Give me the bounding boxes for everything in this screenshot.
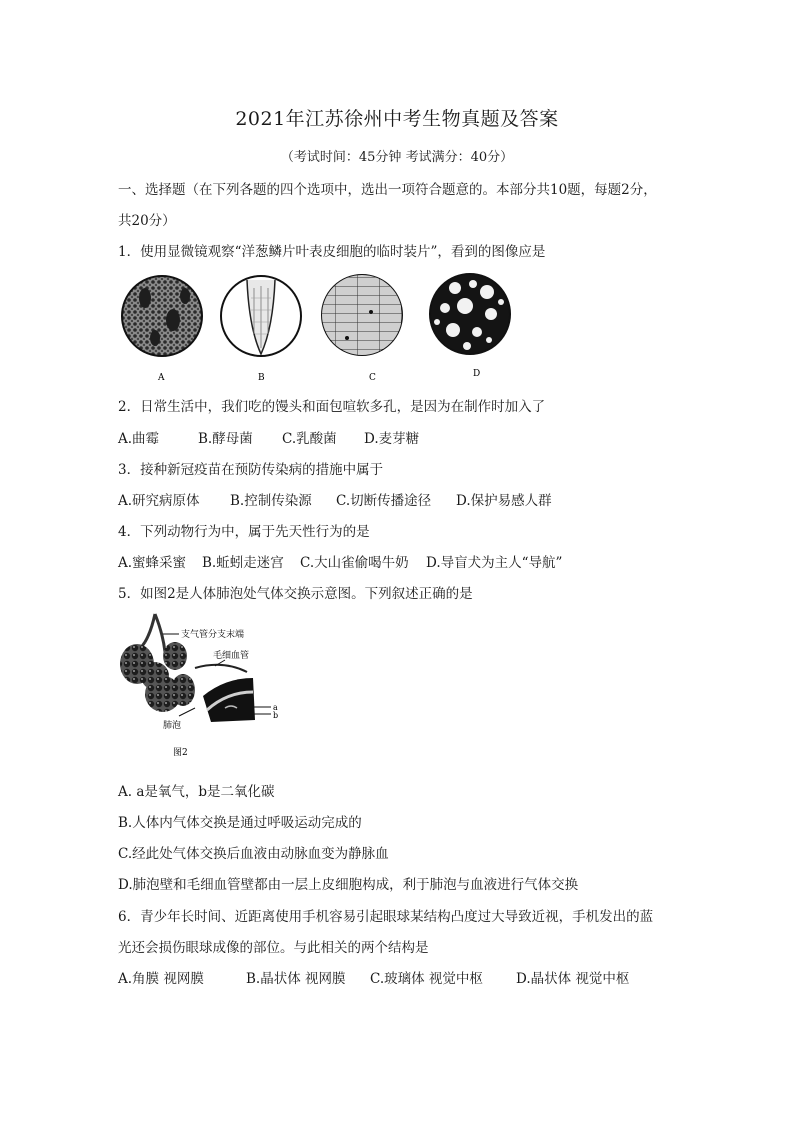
micrograph-a [122,276,202,356]
q2-option-b: B.酵母菌 [198,431,253,447]
label-c: C [369,373,376,383]
label-d: D [473,369,481,379]
question-1-figure [115,268,525,384]
q4-option-d: D.导盲犬为主人“导航” [426,555,563,571]
q2-option-d: D.麦芽糖 [364,431,420,447]
section-heading-cont: 共20分） [118,213,176,229]
label-b: b [273,711,279,720]
alveolus-figure [115,612,290,762]
question-6-options [118,967,629,987]
question-6-stem-cont: 光还会损伤眼球成像的部位。与此相关的两个结构是 [118,940,429,956]
micrograph-d [430,274,510,354]
micrograph-c [315,268,415,368]
label-a: A [158,373,165,383]
exam-info: （考试时间：45分钟 考试满分：40分） [280,150,514,165]
label-b: B [258,373,265,383]
q3-option-b: B.控制传染源 [230,493,312,509]
page-title: 2021年江苏徐州中考生物真题及答案 [235,108,559,130]
question-2-stem: 2．日常生活中，我们吃的馒头和面包喧软多孔，是因为在制作时加入了 [118,399,546,415]
q3-option-d: D.保护易感人群 [456,493,552,509]
q5-option-c: C.经此处气体交换后血液由动脉血变为静脉血 [118,846,389,862]
label-capillary: 毛细血管 [213,651,250,661]
question-2-options [118,427,419,447]
section-heading: 一、选择题（在下列各题的四个选项中，选出一项符合题意的。本部分共10题，每题2分， [118,182,657,198]
label-alveolus: 肺泡 [163,721,182,731]
question-6-stem: 6．青少年长时间、近距离使用手机容易引起眼球某结构凸度过大导致近视，手机发出的蓝 [118,909,654,925]
q4-option-a: A.蜜蜂采蜜 [118,555,187,571]
q6-option-b: B.晶状体 视网膜 [246,971,346,987]
q2-option-a: A.曲霉 [118,431,160,447]
label-bronchiole: 支气管分支末端 [181,630,245,640]
question-5-stem: 5．如图2是人体肺泡处气体交换示意图。下列叙述正确的是 [118,586,473,602]
q6-option-a: A.角膜 视网膜 [118,971,204,987]
question-1-stem: 1．使用显微镜观察“洋葱鳞片叶表皮细胞的临时装片”，看到的图像应是 [118,244,546,260]
q4-option-b: B.蚯蚓走迷宫 [202,555,284,571]
label-a: a [273,703,278,712]
q4-option-c: C.大山雀偷喝牛奶 [300,555,409,571]
q6-option-d: D.晶状体 视觉中枢 [516,971,630,987]
q5-option-b: B.人体内气体交换是通过呼吸运动完成的 [118,815,362,831]
q6-option-c: C.玻璃体 视觉中枢 [370,971,483,987]
q3-option-a: A.研究病原体 [118,493,200,509]
question-3-options [118,489,552,509]
question-4-options [118,551,562,571]
q2-option-c: C.乳酸菌 [282,431,337,447]
micrograph-b [221,276,301,356]
q5-option-a: A. a是氧气，b是二氧化碳 [118,784,275,800]
figure-caption: 图2 [173,748,188,758]
question-3-stem: 3．接种新冠疫苗在预防传染病的措施中属于 [118,462,384,478]
question-4-stem: 4．下列动物行为中，属于先天性行为的是 [118,524,370,540]
q3-option-c: C.切断传播途径 [336,493,432,509]
q5-option-d: D.肺泡壁和毛细血管壁都由一层上皮细胞构成，利于肺泡与血液进行气体交换 [118,877,579,893]
